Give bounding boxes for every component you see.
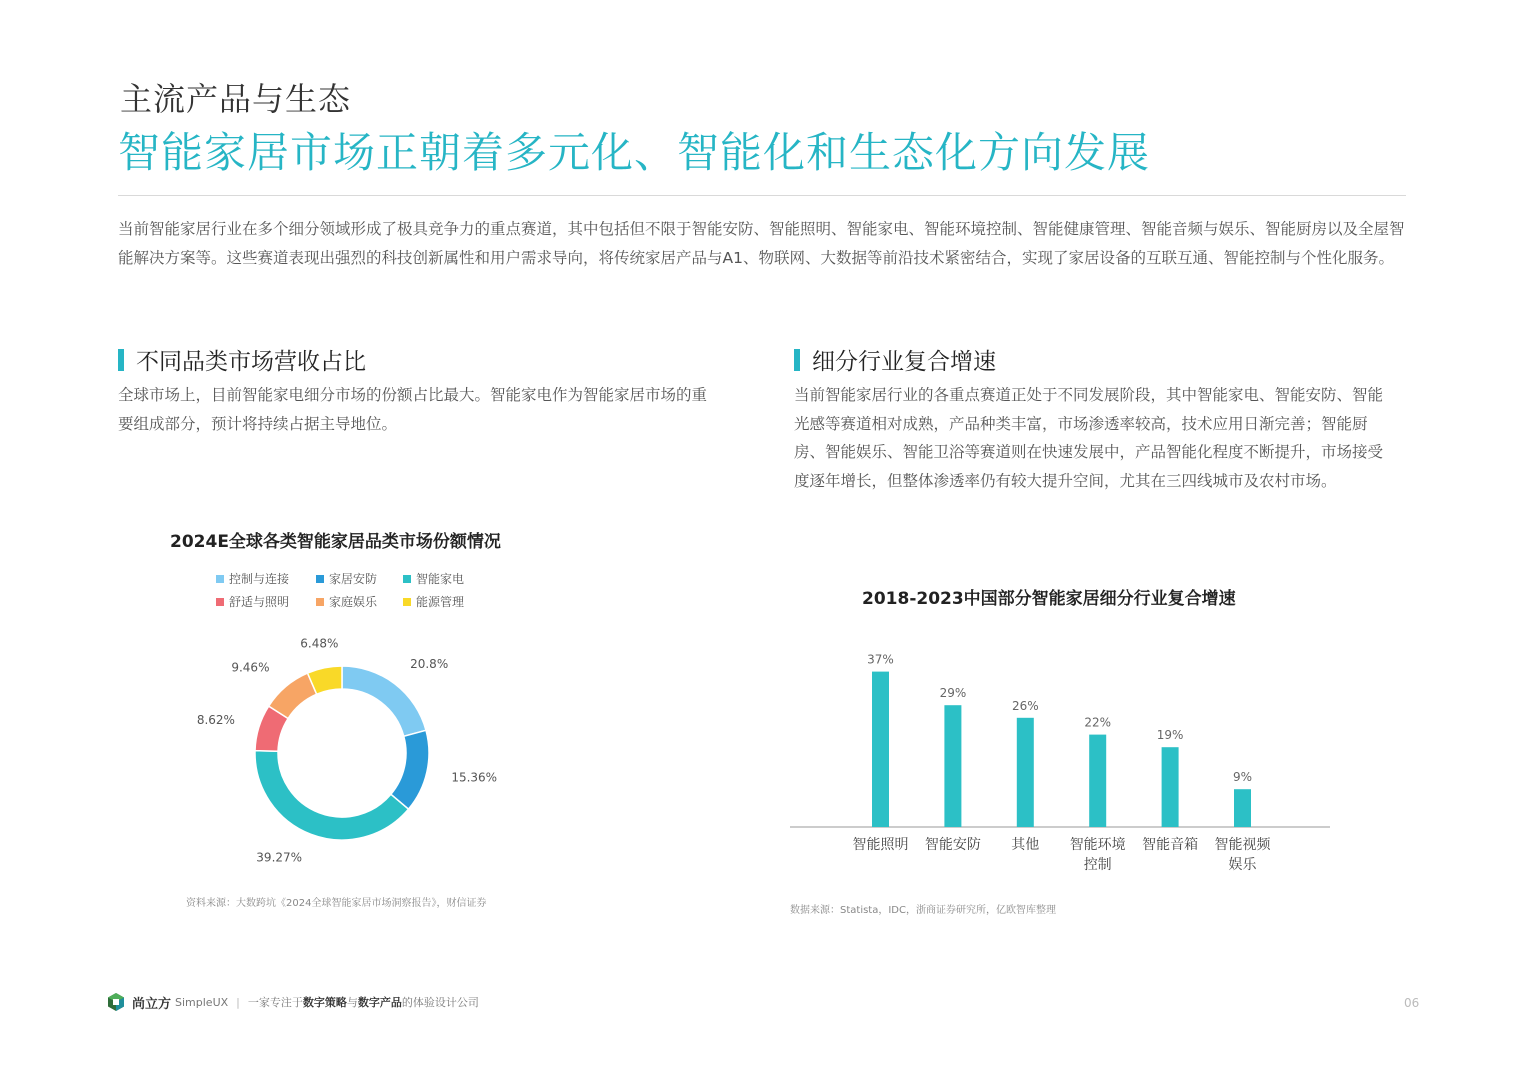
legend-label: 智能家电 — [416, 572, 465, 586]
tagline-part: 的体验设计公司 — [401, 996, 479, 1009]
bar — [1017, 718, 1034, 827]
right-section-title-text: 细分行业复合增速 — [812, 349, 996, 375]
bar-value-label: 22% — [1084, 715, 1112, 730]
donut-slice-label: 9.46% — [231, 660, 270, 675]
legend-label: 家居安防 — [329, 572, 378, 586]
right-source-note: 数据来源：Statista，IDC，浙商证券研究所，亿欧智库整理 — [790, 905, 1056, 916]
tagline-emphasis: 数字产品 — [357, 996, 402, 1009]
bar-value-label: 9% — [1232, 770, 1253, 785]
bar — [944, 705, 961, 827]
page-headline: 智能家居市场正朝着多元化、智能化和生态化方向发展 — [118, 128, 1151, 177]
legend-label: 能源管理 — [416, 595, 465, 609]
donut-slice-label: 20.8% — [410, 657, 449, 672]
brand-logo-icon — [106, 992, 126, 1012]
brand-en: SimpleUX — [175, 995, 229, 1009]
bar — [1089, 735, 1106, 827]
donut-slice-label: 15.36% — [451, 770, 498, 785]
donut-slice — [255, 751, 408, 840]
right-section-paragraph: 当前智能家居行业的各重点赛道正处于不同发展阶段，其中智能家电、智能安防、智能光感等赛道相对成熟，产品种类丰富，市场渗透率较高，技术应用日渐完善；智能厨房、智能娱乐、智能卫浴等赛道则在快速发展中，产品智能化程度不断提升，市场接受度逐年增长，但整体渗透率仍有较大提升空间，尤其在三四线城市及农村市场。 — [794, 386, 1384, 490]
bar-category-label: 智能视频娱乐 — [1214, 837, 1271, 873]
bar-category-label: 智能环境控制 — [1069, 837, 1126, 873]
donut-slice-label: 39.27% — [256, 850, 303, 865]
bar-category-label: 智能照明 — [852, 837, 909, 853]
donut-slice — [391, 730, 429, 809]
page-number: 06 — [1404, 996, 1420, 1010]
left-section-paragraph: 全球市场上，目前智能家电细分市场的份额占比最大。智能家电作为智能家居市场的重要组成部分，预计将持续占据主导地位。 — [118, 386, 708, 433]
bar — [1162, 747, 1179, 827]
legend-label: 家庭娱乐 — [329, 595, 378, 609]
intro-paragraph: 当前智能家居行业在多个细分领域形成了极具竞争力的重点赛道，其中包括但不限于智能安防、智能照明、智能家电、智能环境控制、智能健康管理、智能音频与娱乐、智能厨房以及全屋智能解决方案等。这些赛道表现出强烈的科技创新属性和用户需求导向，将传统家居产品与A1、物联网、大数据等前沿技术紧密结合，实现了家居设备的互联互通、智能控制与个性化服务。 — [118, 220, 1405, 267]
donut-slice-label: 8.62% — [196, 713, 235, 728]
donut-chart — [0, 0, 760, 1080]
bar-value-label: 26% — [1011, 698, 1039, 713]
brand-name: 尚立方 — [132, 996, 172, 1012]
bar — [872, 672, 889, 827]
donut-chart-title: 2024E全球各类智能家居品类市场份额情况 — [170, 532, 501, 552]
tagline-emphasis: 数字策略 — [302, 996, 347, 1009]
left-section-title-text: 不同品类市场营收占比 — [136, 349, 366, 375]
bar — [1234, 789, 1251, 827]
bar-category-label: 智能音箱 — [1142, 837, 1199, 853]
bar-category-label: 其他 — [1011, 837, 1040, 853]
footer-brand — [106, 992, 479, 1012]
legend-label: 舒适与照明 — [229, 595, 290, 609]
bar-chart — [760, 0, 1525, 1080]
footer-separator: | — [236, 995, 240, 1009]
bar-value-label: 19% — [1156, 728, 1184, 743]
left-source-note: 资料来源：大数跨坑《2024全球智能家居市场洞察报告》，财信证券 — [186, 898, 487, 909]
tagline-part: 与 — [346, 996, 358, 1009]
donut-slice-label: 6.48% — [300, 636, 339, 651]
bar-value-label: 29% — [939, 686, 967, 701]
bar-chart-title: 2018-2023中国部分智能家居细分行业复合增速 — [862, 589, 1236, 609]
tagline-part: 一家专注于 — [247, 996, 303, 1009]
section-kicker: 主流产品与生态 — [120, 80, 352, 118]
legend-label: 控制与连接 — [229, 572, 290, 586]
donut-slice — [342, 666, 426, 736]
bar-category-label: 智能安防 — [924, 837, 981, 853]
bar-value-label: 37% — [867, 652, 894, 667]
